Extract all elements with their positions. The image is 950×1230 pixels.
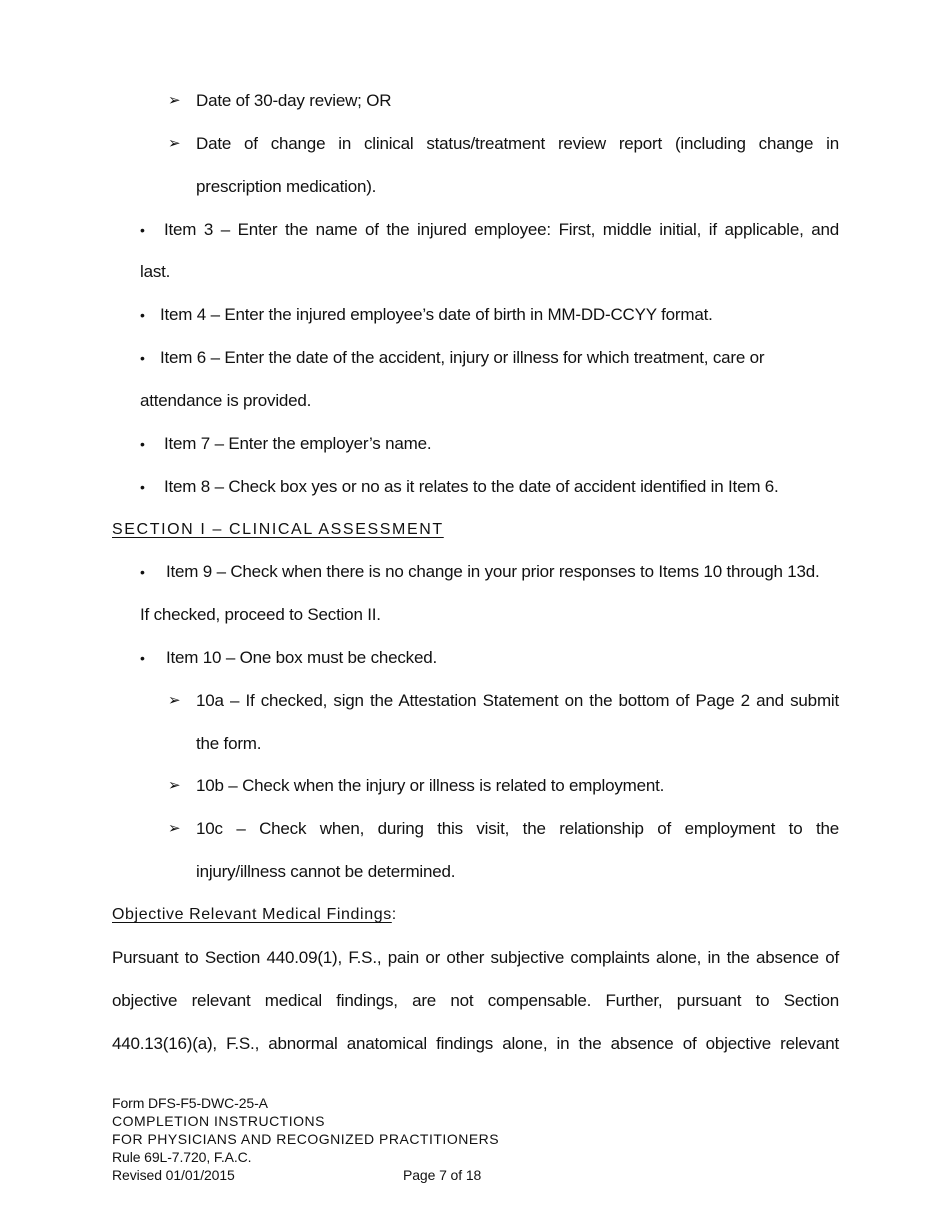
item4-text: Item 4 – Enter the injured employee’s date of birth in MM-DD-CCYY format. [160,305,713,324]
arrow-bullet-icon: ➢ [168,820,181,837]
objective-findings-colon: : [391,906,397,923]
review-30-day-text: Date of 30-day review; OR [196,91,392,110]
arrow-bullet-icon: ➢ [168,777,181,794]
paragraph-line-1: Pursuant to Section 440.09(1), F.S., pain or other subjective complaints alone, in the absence of [112,948,839,967]
bullet-icon: • [140,479,145,495]
item3-line-2: last. [140,262,171,281]
item6-line-1: Item 6 – Enter the date of the accident, injury or illness for which treatment, care or [160,348,765,367]
bullet-icon: • [140,350,145,366]
item10c-line-1: 10c – Check when, during this visit, the relationship of employment to the [196,819,839,838]
objective-findings-heading [112,904,397,926]
section-heading: SECTION I – CLINICAL ASSESSMENT [112,521,444,538]
arrow-bullet-icon: ➢ [168,692,181,709]
item9-line-1: Item 9 – Check when there is no change in your prior responses to Items 10 through 13d. [166,562,820,581]
item10a-line-2: the form. [196,734,262,753]
arrow-bullet-icon: ➢ [168,135,181,152]
footer-revised: Revised 01/01/2015 [112,1167,235,1183]
bullet-icon: • [140,436,145,452]
item8-text: Item 8 – Check box yes or no as it relates to the date of accident identified in Item 6. [164,477,779,496]
item10b-text: 10b – Check when the injury or illness is related to employment. [196,776,665,795]
change-status-line-1: Date of change in clinical status/treatment review report (including change in [196,134,839,153]
item7-text: Item 7 – Enter the employer’s name. [164,434,432,453]
bullet-icon: • [140,650,145,666]
footer-completion-instructions: COMPLETION INSTRUCTIONS [112,1113,325,1129]
footer-physicians-line: FOR PHYSICIANS AND RECOGNIZED PRACTITIONERS [112,1131,500,1147]
change-status-line-2: prescription medication). [196,177,377,196]
item6-line-2: attendance is provided. [140,391,312,410]
bullet-icon: • [140,307,145,323]
item10-text: Item 10 – One box must be checked. [166,648,438,667]
objective-findings-heading-text: Objective Relevant Medical Findings [112,906,392,923]
item10c-line-2: injury/illness cannot be determined. [196,862,456,881]
paragraph-line-2: objective relevant medical findings, are not compensable. Further, pursuant to Section [112,991,839,1010]
footer-rule: Rule 69L-7.720, F.A.C. [112,1149,252,1165]
bullet-icon: • [140,564,145,580]
footer-form-number: Form DFS-F5-DWC-25-A [112,1095,268,1111]
item9-line-2: If checked, proceed to Section II. [140,605,381,624]
paragraph-line-3: 440.13(16)(a), F.S., abnormal anatomical findings alone, in the absence of objective relevant [112,1034,839,1053]
arrow-bullet-icon: ➢ [168,92,181,109]
page-number: Page 7 of 18 [403,1167,482,1183]
bullet-icon: • [140,222,145,238]
item10a-line-1: 10a – If checked, sign the Attestation Statement on the bottom of Page 2 and submit [196,691,839,710]
item3-line-1: Item 3 – Enter the name of the injured employee: First, middle initial, if applicable, and [164,220,839,239]
